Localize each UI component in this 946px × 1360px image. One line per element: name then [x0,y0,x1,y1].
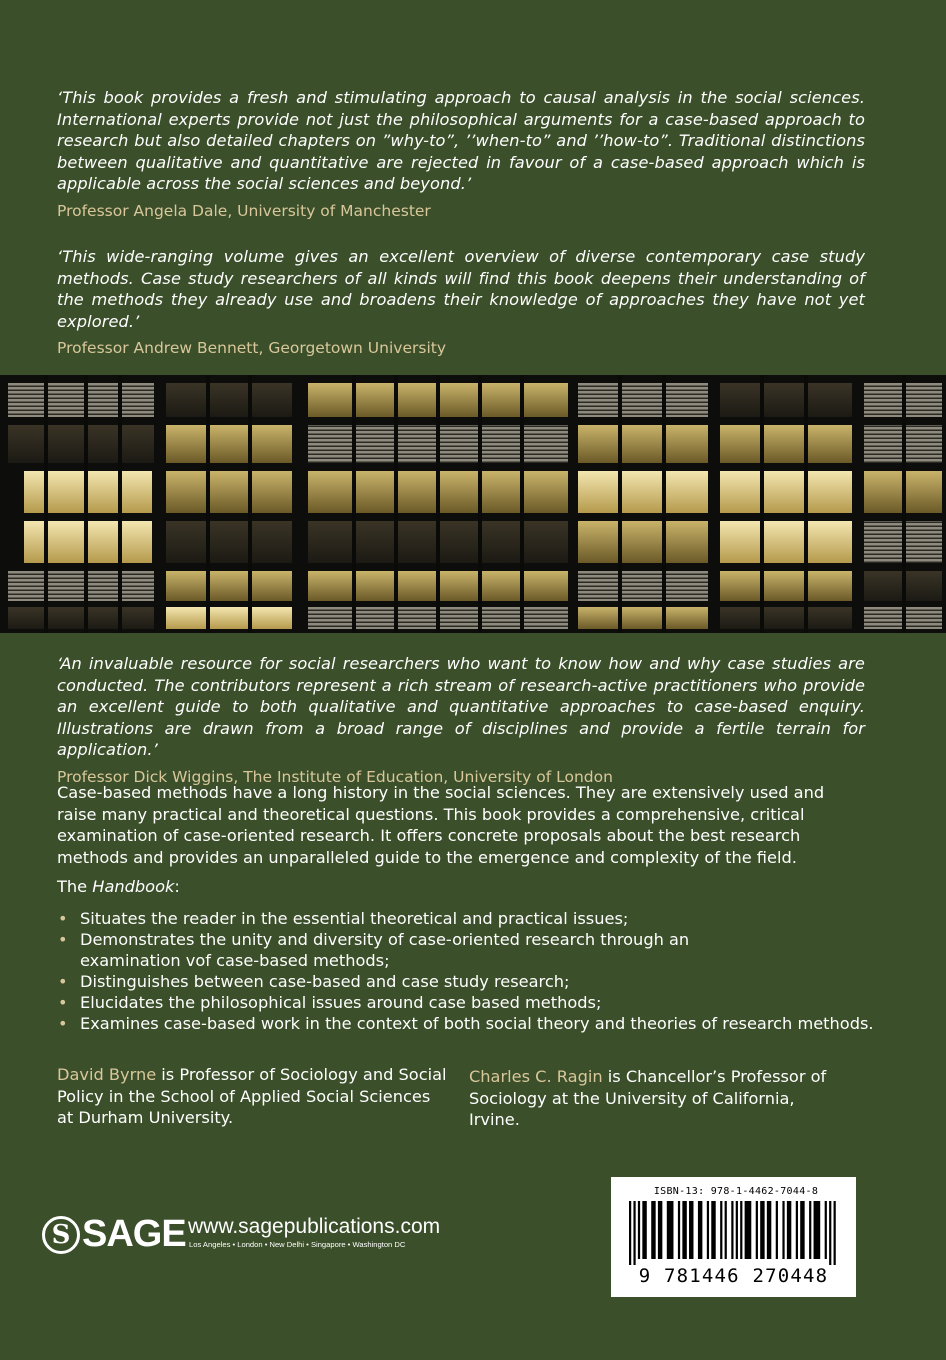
handbook-intro-prefix: The [57,877,93,896]
barcode-bar [658,1201,662,1259]
barcode-bar [642,1201,646,1259]
barcode-bar [800,1201,804,1259]
review-quote-text: ‘This wide-ranging volume gives an excellent overview of diverse contemporary case study methods. Case study researchers of all kinds will find this book deepens their understanding of the methods they already use and broadens their knowledge of approaches they have not yet explored.’ [57,247,865,331]
barcode-bar [767,1201,771,1259]
barcode-bar [711,1201,715,1259]
sage-logo-wordmark: SAGE [82,1213,186,1255]
feature-list-item: • Examines case-based work in the context of both social theory and theories of research methods. [57,1013,877,1034]
barcode-bar [787,1201,791,1259]
review-quote-1 [57,87,865,221]
building-windows-illustration [0,375,946,633]
handbook-intro-title: Handbook [92,877,175,896]
barcode-bar [760,1201,764,1259]
author-bio-text: is Chancellor’s Professor of Sociology at the University of California, Irvine. [469,1067,827,1129]
feature-list-item: • Elucidates the philosophical issues around case based methods; [57,992,877,1013]
barcode-bar [689,1201,693,1259]
barcode-bar [756,1201,758,1259]
isbn-label: ISBN-13: 978-1-4462-7044-8 [653,1186,819,1197]
barcode-bar [825,1201,827,1259]
review-quote-2 [57,246,865,358]
publisher-url[interactable]: www.sagepublications.com [188,1215,441,1238]
publisher-cities: Los Angeles • London • New Delhi • Singapore • Washington DC [189,1240,406,1249]
barcode-bar [809,1201,811,1259]
barcode-bar [707,1201,709,1259]
review-quote-attribution: Professor Dick Wiggins, The Institute of Education, University of London [57,767,613,786]
barcode-bar [740,1201,742,1259]
isbn-number: 9 781446 270448 [638,1265,829,1287]
book-description: Case-based methods have a long history in the social sciences. They are extensively used and raise many practical and theoretical questions. This book provides a comprehensive, critical examination of case-oriented research. It offers concrete proposals about the best research methods and provides an unparalleled guide to the emergence and complexity of the field. [57,783,825,867]
barcode-bar [796,1201,798,1259]
barcode-bar [814,1201,821,1259]
handbook-intro-suffix: : [174,877,180,896]
author-bio-byrne [57,1064,449,1129]
review-quote-3 [57,653,865,787]
author-bio-ragin [469,1066,849,1131]
review-quote-text: ‘An invaluable resource for social researchers who want to know how and why case studies are conducted. The contributors represent a rich stream of research-active practitioners who provide an excellent guide to both qualitative and quantitative approaches to case-based enquiry. Illustrations are drawn from a broad range of disciplines and provide a fertile terrain for application.’ [57,654,865,759]
handbook-intro [57,876,865,898]
barcode-bar [633,1201,635,1265]
barcode-bar [638,1201,640,1259]
feature-list-item: • Situates the reader in the essential theoretical and practical issues; [57,908,877,929]
barcode-bar [736,1201,738,1259]
sage-logo [42,1213,186,1256]
barcode-bar [829,1201,831,1265]
review-quote-text: ‘This book provides a fresh and stimulating approach to causal analysis in the social sciences. International experts provide not just the philosophical arguments for a case-based approach to research but also detailed chapters on ”why-to”, ’’when-to” and ’’how-to”. Traditional distinctions between qualitative and quantitative are rejected in favour of a case-based approach which is applicable across the social sciences and beyond.’ [57,88,865,193]
feature-list-item: • Demonstrates the unity and diversity of case-oriented research through an examination vof case-based methods; [57,929,877,971]
barcode-bar [678,1201,680,1259]
barcode-bar [651,1201,655,1259]
barcode-bar [782,1201,784,1259]
barcode-bar [698,1201,702,1259]
feature-list [57,908,877,1034]
feature-list-item: • Distinguishes between case-based and case study research; [57,971,877,992]
review-quote-attribution: Professor Angela Dale, University of Manchester [57,201,431,220]
author-name: David Byrne [57,1065,157,1084]
barcode-bar [682,1201,686,1259]
barcode-bar [667,1201,674,1259]
barcode-bar [731,1201,733,1259]
review-quote-attribution: Professor Andrew Bennett, Georgetown University [57,339,446,357]
sage-logo-mark: S [42,1216,80,1254]
barcode-bar [776,1201,778,1259]
isbn-barcode [611,1177,856,1297]
author-bio-text: is Professor of Sociology and Social Policy in the School of Applied Social Sciences at Durham University. [57,1065,447,1127]
barcode-bar [725,1201,727,1259]
building-windows-photo [0,375,946,633]
barcode-bar [629,1201,631,1265]
barcode-bar [745,1201,752,1259]
author-name: Charles C. Ragin [469,1067,603,1086]
barcode-bars [627,1201,840,1265]
barcode-bar [834,1201,836,1265]
barcode-bar [720,1201,722,1259]
